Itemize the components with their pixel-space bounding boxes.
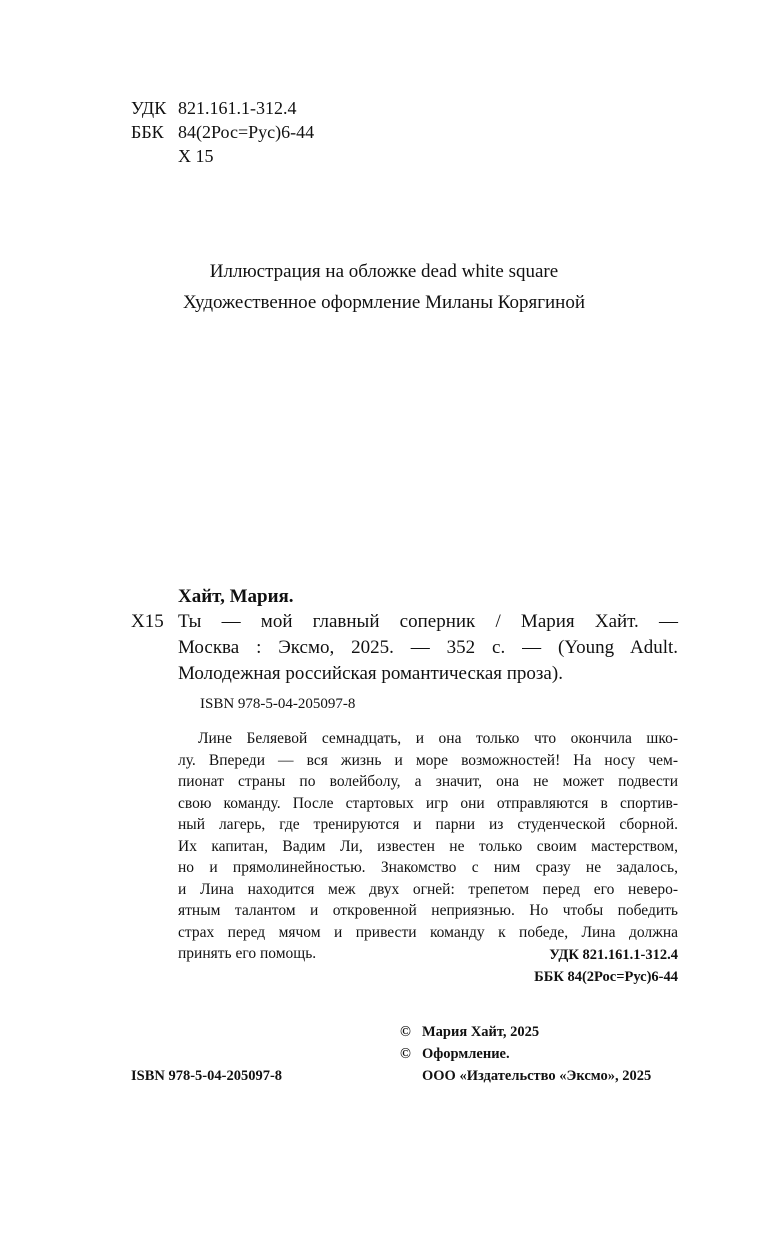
annotation-line: пионат страны по волейболу, а значит, она не может подвести <box>178 773 678 790</box>
bbk-value: 84(2Рос=Рус)6-44 <box>178 122 315 142</box>
bbk-code-bold: ББК 84(2Рос=Рус)6-44 <box>534 969 678 985</box>
udk-label: УДК <box>131 98 167 118</box>
isbn-bottom: ISBN 978-5-04-205097-8 <box>131 1068 283 1084</box>
classification-codes-bold <box>534 944 678 988</box>
copyright-design: Оформление. <box>422 1046 510 1062</box>
copyright-author: Мария Хайт, 2025 <box>422 1024 540 1040</box>
bbk-label: ББК <box>131 122 164 142</box>
illustration-credit: Иллюстрация на обложке dead white square <box>209 261 559 282</box>
annotation-line: страх перед мячом и привести команду к победе, Лина должна <box>178 923 678 941</box>
annotation-line: но и прямолинейностью. Знакомство с ним сразу не задалось, <box>178 859 678 876</box>
annotation-line: принять его помощь. <box>178 945 317 962</box>
annotation-line: Лине Беляевой семнадцать, и она только что окончила шко- <box>198 730 678 747</box>
bibliographic-description <box>178 609 678 687</box>
annotation-line: ный лагерь, где тренируются и парни из студенческой сборной. <box>178 816 678 833</box>
biblio-line: Москва : Эксмо, 2025. — 352 с. — (Young Adult. <box>178 637 678 658</box>
author-heading: Хайт, Мария. <box>178 586 294 607</box>
annotation-line: свою команду. После стартовых игр они отправляются в спортив- <box>178 794 678 812</box>
author-mark: Х15 <box>131 611 164 632</box>
annotation <box>178 728 678 965</box>
udk-value: 821.161.1-312.4 <box>178 98 297 118</box>
copyright-symbol: © <box>400 1024 411 1040</box>
udk-code-bold: УДК 821.161.1-312.4 <box>549 947 678 963</box>
author-mark-top: Х 15 <box>178 146 214 166</box>
isbn-record: ISBN 978-5-04-205097-8 <box>200 696 356 712</box>
annotation-line: Их капитан, Вадим Ли, известен не только своим мастерством, <box>178 837 678 855</box>
biblio-line: Ты — мой главный соперник / Мария Хайт. — <box>178 611 678 632</box>
classification-block <box>131 96 391 168</box>
annotation-line: и Лина находится меж двух огней: трепетом перед его неверо- <box>178 880 678 898</box>
copyright-symbol: © <box>400 1046 411 1062</box>
design-credit: Художественное оформление Миланы Корягиной <box>182 292 585 313</box>
copyright-block <box>400 1021 651 1087</box>
annotation-line: лу. Впереди — вся жизнь и море возможностей! На носу чем- <box>178 751 678 769</box>
credits-block <box>0 256 768 318</box>
copyright-publisher: ООО «Издательство «Эксмо», 2025 <box>422 1068 652 1084</box>
biblio-line: Молодежная российская романтическая проза). <box>178 663 563 684</box>
annotation-line: ятным талантом и откровенной неприязнью. Но чтобы победить <box>178 902 678 919</box>
